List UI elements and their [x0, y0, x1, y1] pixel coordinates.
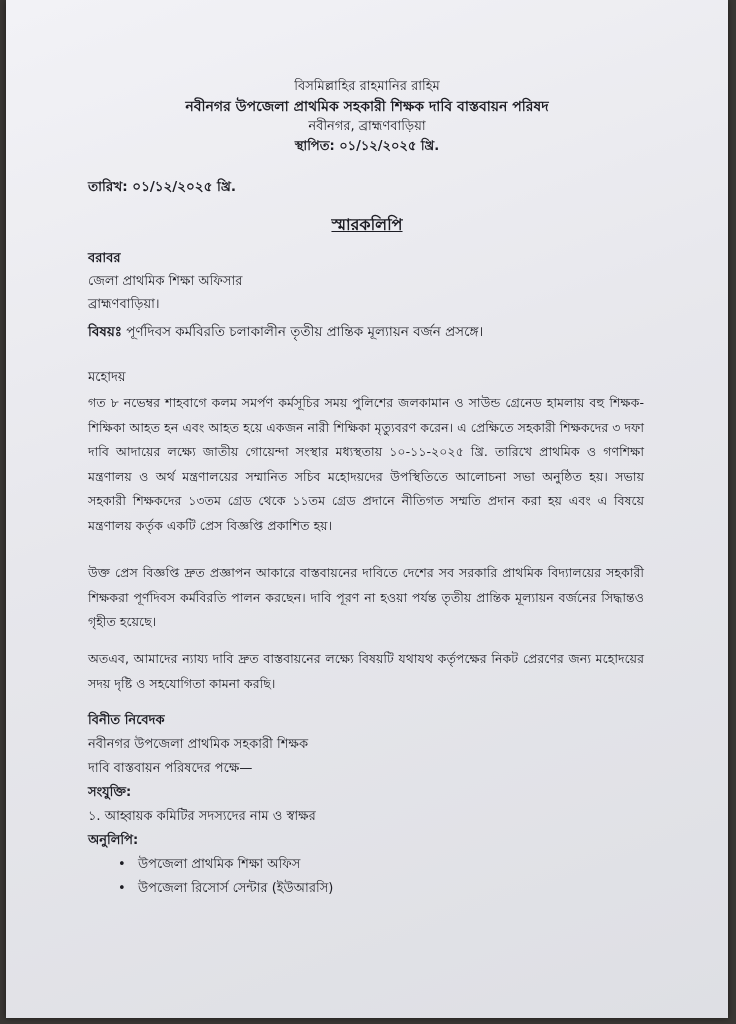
established-date: স্থাপিত: ০১/১২/২০২৫ খ্রি.: [294, 139, 440, 154]
copy-heading: অনুলিপি:: [88, 833, 139, 848]
bismillah-line: বিসমিল্লাহির রাহমানির রাহিম: [294, 79, 440, 94]
body-paragraph: উক্ত প্রেস বিজ্ঞপ্তি দ্রুত প্রজ্ঞাপন আকারে বাস্তবায়নের দাবিতে দেশের সব সরকারি প্রাথমিক বিদ্যালয়ের সহকারী শিক্ষকরা পূর্ণদিবস কর্মবিরতি পালন করছেন। দাবি পূরণ না হওয়া পর্যন্ত তৃতীয় প্রান্তিক মূল্যায়ন বর্জনের সিদ্ধান্তও গৃহীত হয়েছে।: [88, 565, 644, 629]
closing-block: [88, 709, 333, 901]
subject-line: [88, 321, 648, 344]
recipient-heading: বরাবর: [88, 251, 121, 266]
copy-list-item: • উপজেলা প্রাথমিক শিক্ষা অফিস: [138, 853, 333, 877]
attachment-item: ১. আহ্বায়ক কমিটির সদস্যদের নাম ও স্বাক্ষর: [88, 809, 316, 824]
recipient-location: ব্রাহ্মণবাড়িয়া।: [88, 297, 160, 312]
recipient-title: জেলা প্রাথমিক শিক্ষা অফিসার: [88, 274, 243, 289]
closing-heading: বিনীত নিবেদক: [88, 713, 165, 728]
letterhead: [6, 77, 728, 157]
copy-list-item: • উপজেলা রিসোর্স সেন্টার (ইউআরসি): [138, 877, 333, 901]
organization-name: নবীনগর উপজেলা প্রাথমিক সহকারী শিক্ষক দাবি বাস্তবায়ন পরিষদ: [185, 99, 549, 115]
subject-text: পূর্ণদিবস কর্মবিরতি চলাকালীন তৃতীয় প্রান্তিক মূল্যায়ন বর্জন প্রসঙ্গে।: [126, 324, 484, 340]
document-title: স্মারকলিপি: [331, 215, 403, 234]
memorandum-paper: [6, 0, 728, 1018]
body-paragraph: অতএব, আমাদের ন্যায্য দাবি দ্রুত বাস্তবায়নের লক্ষ্যে বিষয়টি যথাযথ কর্তৃপক্ষের নিকট প্রেরণের জন্য মহোদয়ের সদয় দৃষ্টি ও সহযোগিতা কামনা করছি।: [88, 651, 644, 691]
recipient-block: [88, 247, 242, 316]
memo-date: তারিখ: ০১/১২/২০২৫ খ্রি.: [88, 179, 237, 195]
copy-list: [88, 853, 333, 901]
sender-line: নবীনগর উপজেলা প্রাথমিক সহকারী শিক্ষক: [88, 737, 309, 752]
subject-label: বিষয়ঃ: [88, 324, 122, 340]
attachment-heading: সংযুক্তি:: [88, 785, 132, 800]
sender-line: দাবি বাস্তবায়ন পরিষদের পক্ষে—: [88, 761, 253, 776]
body-paragraph: গত ৮ নভেম্বর শাহবাগে কলম সমর্পণ কর্মসূচির সময় পুলিশের জলকামান ও সাউন্ড গ্রেনেড হামলায় বহু শিক্ষক-শিক্ষিকা আহত হন এবং আহত হয়ে একজন নারী শিক্ষিকা মৃত্যুবরণ করেন। এ প্রেক্ষিতে সহকারী শিক্ষকদের ৩ দফা দাবি আদায়ের লক্ষ্যে জাতীয় গোয়েন্দা সংস্থার মধ্যস্থতায় ১০-১১-২০২৫ খ্রি. তারিখে প্রাথমিক ও গণশিক্ষা মন্ত্রণালয় ও অর্থ মন্ত্রণালয়ের সম্মানিত সচিব মহোদয়দের উপস্থিতিতে আলোচনা সভা অনুষ্ঠিত হয়। সভায় সহকারী শিক্ষকদের ১৩তম গ্রেড থেকে ১১তম গ্রেড প্রদানে নীতিগত সম্মতি প্রদান করা হয় এবং এ বিষয়ে মন্ত্রণালয় কর্তৃক একটি প্রেস বিজ্ঞপ্তি প্রকাশিত হয়।: [88, 395, 644, 533]
salutation: মহোদয়: [88, 370, 126, 385]
organization-location: নবীনগর, ব্রাহ্মণবাড়িয়া: [308, 119, 426, 134]
